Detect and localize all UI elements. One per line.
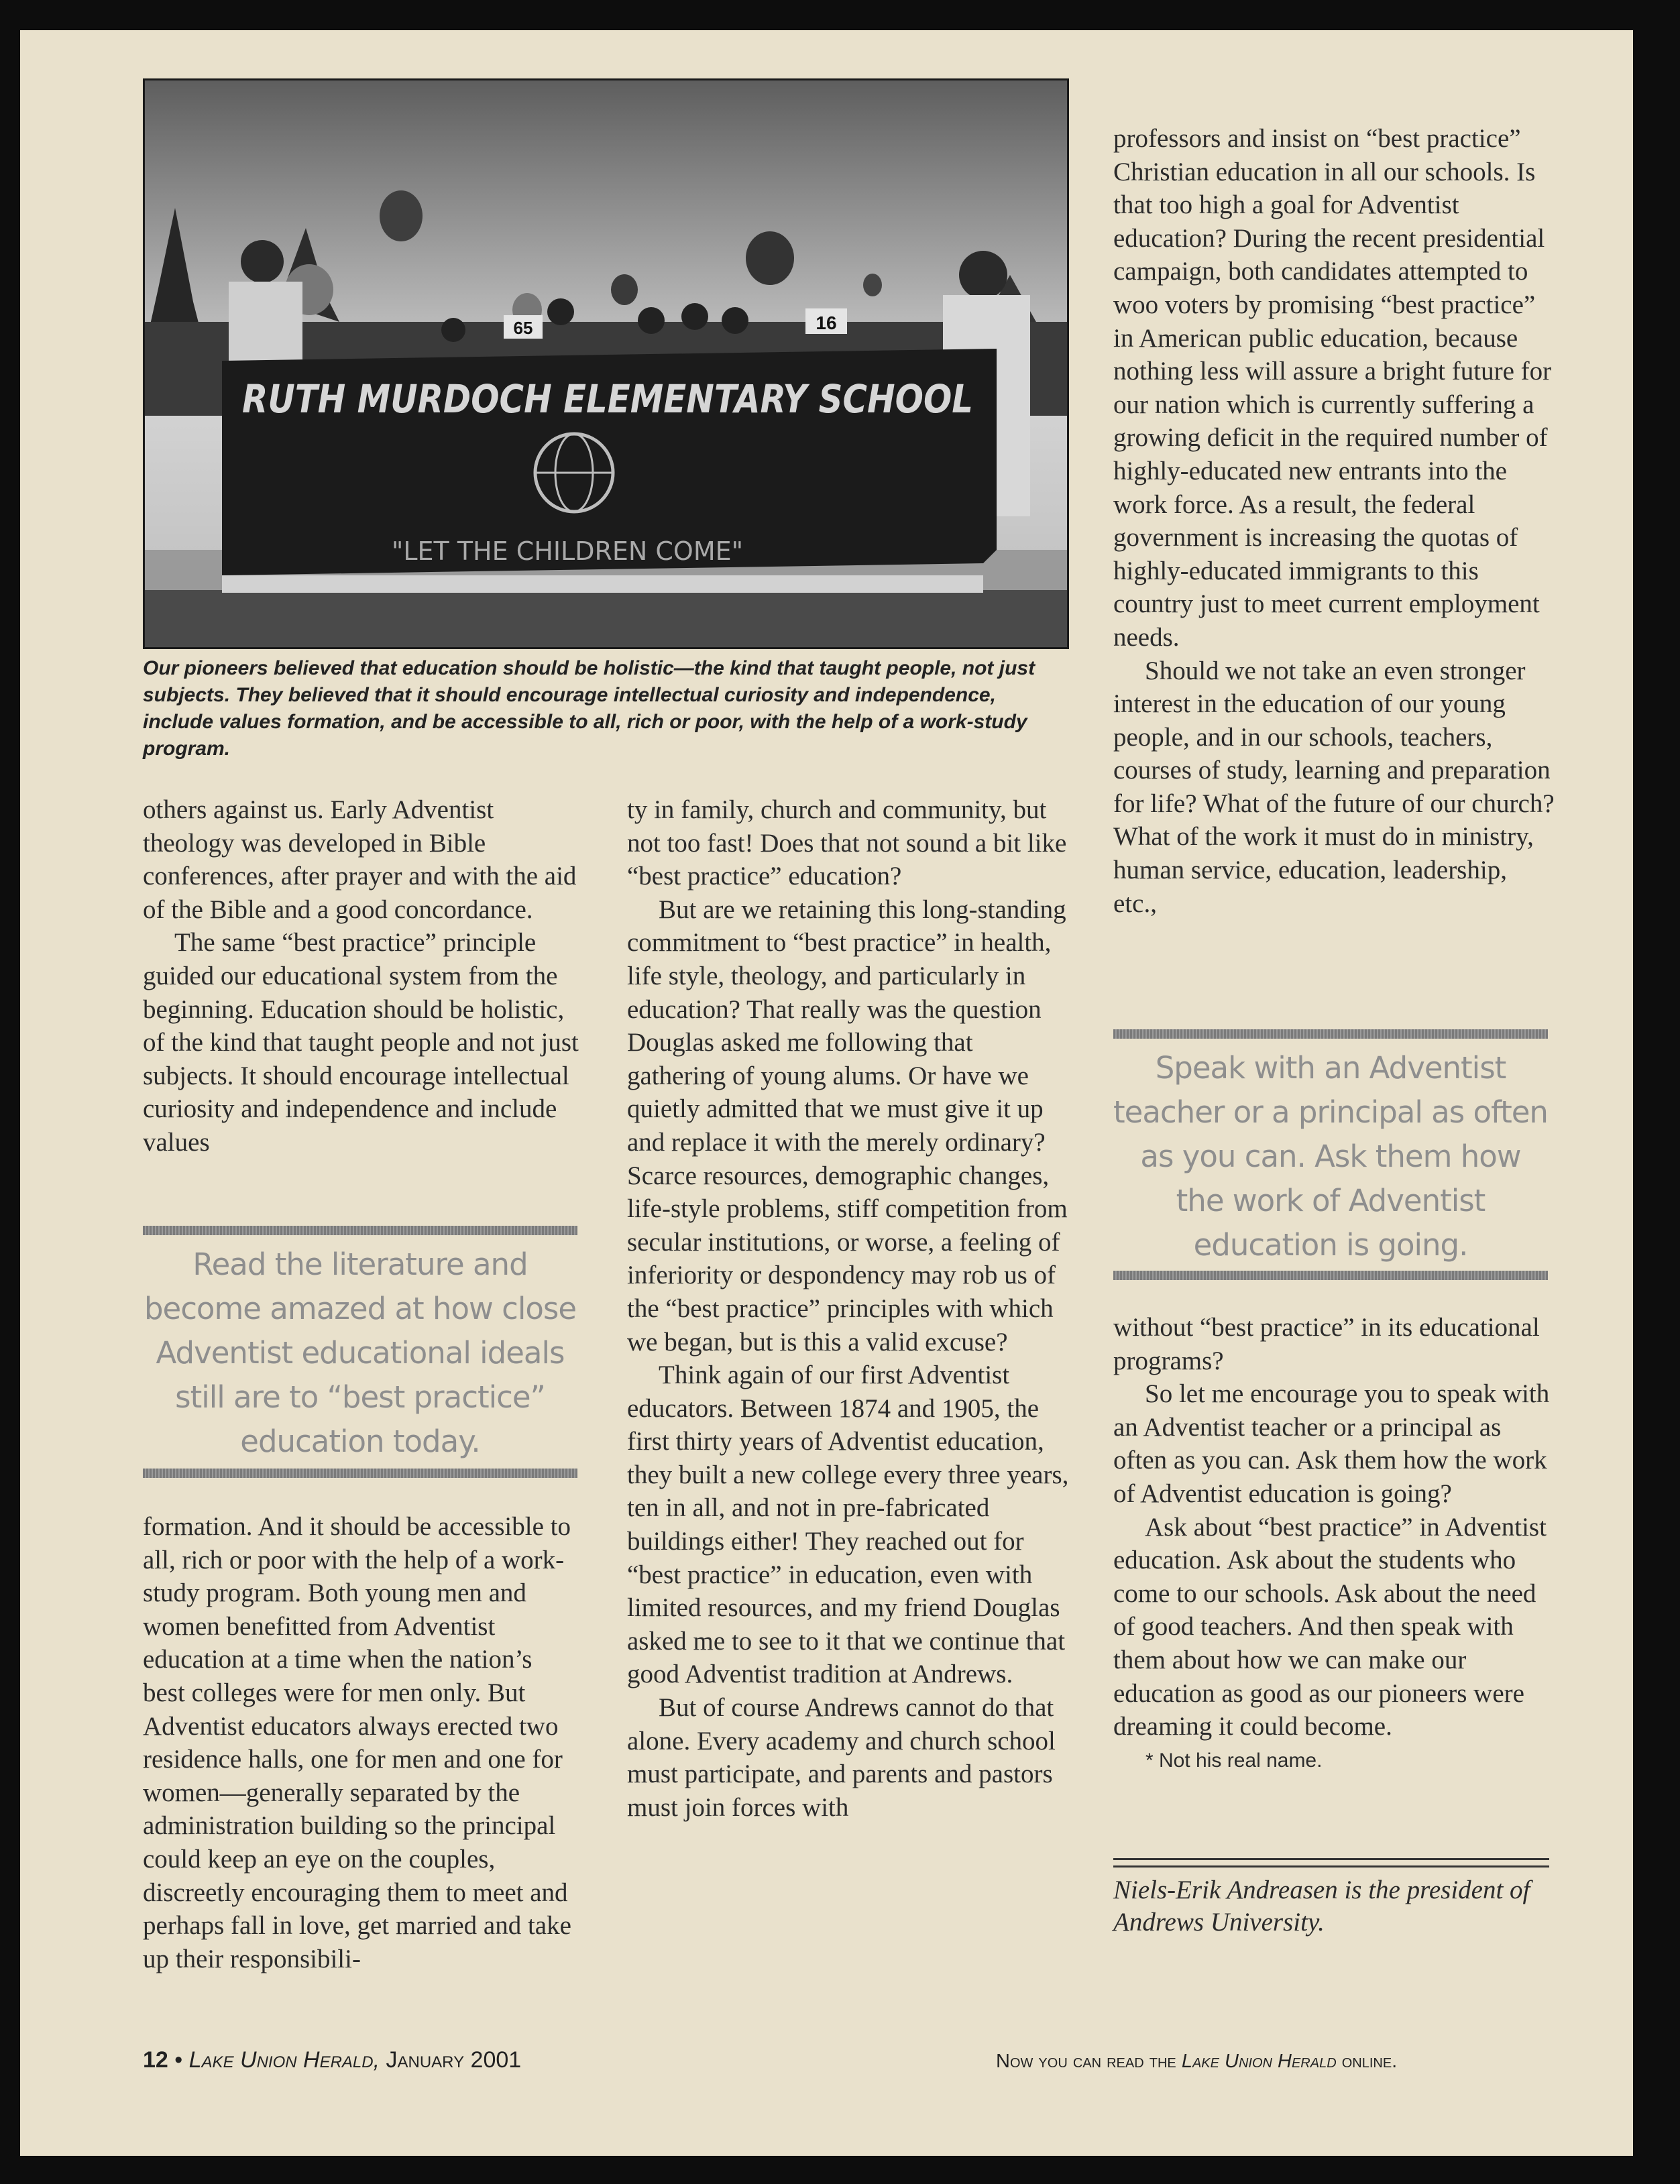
pullquote-rule-bottom <box>1113 1271 1548 1280</box>
tagline-publication: Lake Union Herald <box>1181 2051 1337 2072</box>
tagline-prefix: Now you can read the <box>996 2051 1176 2072</box>
paragraph: But of course Andrews cannot do that alone. Every academy and church school must participate, and parents and pastors must join forces with <box>627 1693 1056 1822</box>
folio-bullet: • <box>174 2047 183 2073</box>
page-number: 12 <box>143 2047 168 2073</box>
publication-name: Lake Union Herald, <box>188 2047 380 2073</box>
paragraph: Should we not take an even stronger interest in the education of our young people, and in our schools, teachers, courses of study, learning and preparation for life? What of the future of our church? What of the work it must do in ministry, human service, education, leadership, etc., <box>1113 656 1555 918</box>
bio-divider <box>1113 1858 1549 1867</box>
bib-number-left: 65 <box>513 318 533 338</box>
paragraph: professors and insist on “best practice” Christian education in all our schools. Is that too high a goal for Adventist education? During the recent presidential campaign, both candidates attempted to woo voters by promising “best practice” in American public education, because nothing less will assure a bright future for our nation which is currently suffering a growing deficit in the required number of highly-educated new entrants into the work force. As a result, the federal government is increasing the quotas of highly-educated immigrants to this country just to meet current employment needs. <box>1113 124 1552 652</box>
footer-folio <box>143 2047 521 2073</box>
pullquote-left: Read the literature and become amazed at how close Adventist educational ideals still are to “best practice” education today. <box>144 1247 577 1459</box>
column-2 <box>627 793 1070 1824</box>
pullquote-rule-top <box>143 1226 577 1235</box>
column-1-bottom <box>143 1510 579 1975</box>
footnote: * Not his real name. <box>1145 1749 1323 1772</box>
bib-number-right: 16 <box>816 312 837 333</box>
tagline-suffix: online. <box>1341 2051 1398 2072</box>
column-3-top <box>1113 122 1556 920</box>
pullquote-rule-bottom <box>143 1469 577 1478</box>
magazine-page <box>20 30 1633 2156</box>
column-3-bottom <box>1113 1311 1556 1774</box>
photo-caption: Our pioneers believed that education should be holistic—the kind that taught people, not just subjects. They believed that it should encourage intellectual curiosity and independence, include values formation, and be accessible to all, rich or poor, with the help of a work-study program. <box>143 657 1035 760</box>
paragraph: Ask about “best practice” in Adventist education. Ask about the students who come to our schools. Ask about the need of good teachers. And then speak with them about how we can make our education as good as our pioneers were dreaming it could become. <box>1113 1512 1547 1741</box>
paragraph: ty in family, church and community, but not too fast! Does that not sound a bit like “best practice” education? <box>627 795 1067 891</box>
banner-motto: "LET THE CHILDREN COME" <box>391 536 744 566</box>
footer-tagline <box>996 2051 1397 2073</box>
pullquote-rule-top <box>1113 1029 1548 1039</box>
paragraph: So let me encourage you to speak with an Adventist teacher or a principal as often as you can. Ask them how the work of Adventist education is going? <box>1113 1379 1550 1508</box>
paragraph: But are we retaining this long-standing commitment to “best practice” in health, life style, theology, and particularly in education? That really was the question Douglas asked me following that gathering of young alums. Or have we quietly admitted that we must give it up and replace it with the merely ordinary? Scarce resources, demographic changes, life-style problems, stiff competition from secular institutions, or worse, a feeling of inferiority or despondency may rob us of the “best practice” principles with which we began, but is this a valid excuse? <box>627 895 1068 1357</box>
parade-photo <box>143 78 1069 649</box>
paragraph: without “best practice” in its educational programs? <box>1113 1313 1540 1375</box>
paragraph: Think again of our first Adventist educators. Between 1874 and 1905, the first thirty years of Adventist education, they built a new college every three years, ten in all, and not in pre-fabricated buildings either! They reached out for “best practice” in education, even with limited resources, and my friend Douglas asked me to see to it that we continue that good Adventist tradition at Andrews. <box>627 1361 1069 1689</box>
paragraph: others against us. Early Adventist theology was developed in Bible conferences, after prayer and with the aid of the Bible and a good concordance. <box>143 795 577 924</box>
paragraph: The same “best practice” principle guided our educational system from the beginning. Education should be holistic, of the kind that taught people and not just subjects. It should encourage intellectual curiosity and independence and include values <box>143 928 579 1157</box>
banner-title: RUTH MURDOCH ELEMENTARY SCHOOL <box>242 376 973 422</box>
issue-date: January 2001 <box>386 2047 522 2073</box>
column-1-top <box>143 793 579 1159</box>
author-bio: Niels-Erik Andreasen is the president of Andrews University. <box>1113 1876 1530 1937</box>
paragraph: formation. And it should be accessible to all, rich or poor with the help of a work-study program. Both young men and women benefitted from Adventist education at a time when the nation’s best colleges were for men only. But Adventist educators always erected two residence halls, one for men and one for women—generally separated by the administration building so the principal could keep an eye on the couples, discreetly encouraging them to meet and perhaps fall in love, get married and take up their responsibili- <box>143 1512 571 1973</box>
pullquote-right: Speak with an Adventist teacher or a principal as often as you can. Ask them how the work of Adventist education is going. <box>1113 1050 1548 1263</box>
